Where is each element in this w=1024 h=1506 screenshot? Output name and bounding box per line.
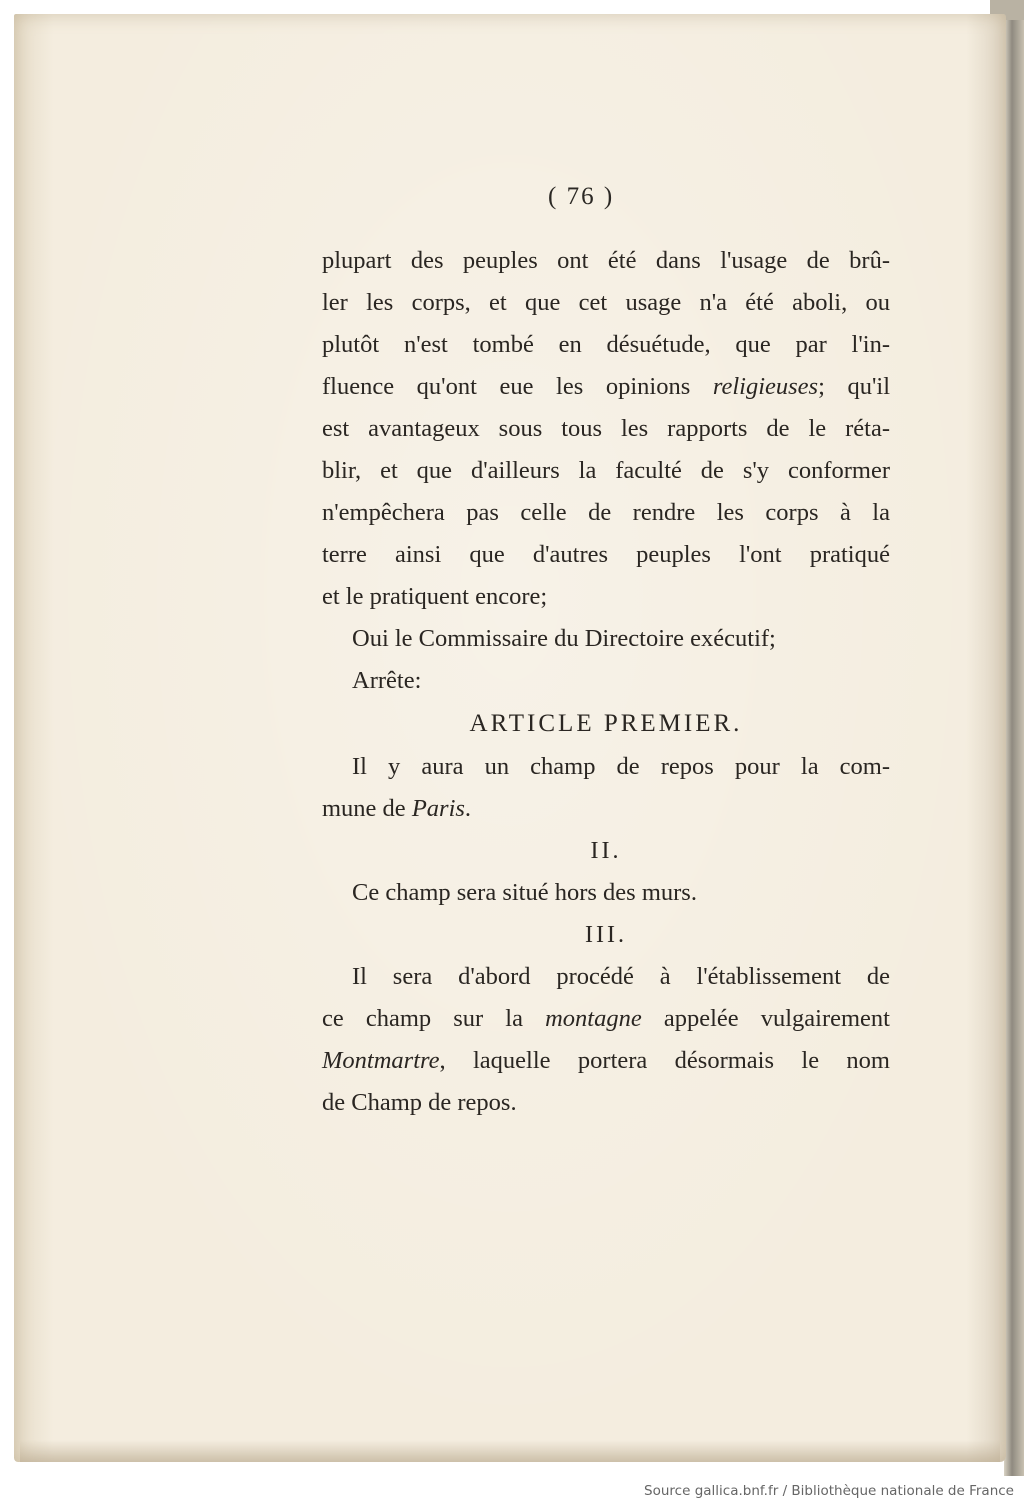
adjacent-page-edge <box>1004 0 1024 1476</box>
worn-page-bottom <box>20 1440 1000 1462</box>
text-fragment: ce champ sur la <box>322 1005 523 1032</box>
page-number: ( 76 ) <box>548 183 615 210</box>
italic-text: religieuses <box>712 373 819 400</box>
text-line <box>322 788 890 830</box>
text-fragment: , laquelle portera désormais le nom <box>439 1047 890 1074</box>
article-numeral: II. <box>590 838 622 864</box>
text-line: ler les corps, et que cet usage n'a été aboli, ou <box>322 289 890 316</box>
text-line: est avantageux sous tous les rapports de le réta- <box>322 415 890 442</box>
text-line <box>322 366 890 408</box>
text-line: plutôt n'est tombé en désuétude, que par l'in- <box>322 331 890 358</box>
page-text <box>322 240 890 1124</box>
italic-text: Paris <box>411 795 465 822</box>
article-numeral: III. <box>585 922 627 948</box>
text-fragment: mune de <box>322 795 406 822</box>
text-fragment: . <box>464 795 472 822</box>
italic-text: Montmartre <box>322 1047 440 1074</box>
text-line: blir, et que d'ailleurs la faculté de s'y conformer <box>322 457 890 484</box>
text-line <box>322 1040 890 1082</box>
article-heading: ARTICLE PREMIER. <box>469 710 743 737</box>
text-fragment: appelée vulgairement <box>663 1005 890 1032</box>
text-line: Il sera d'abord procédé à l'établissement de <box>352 963 890 990</box>
italic-text: montagne <box>545 1005 642 1032</box>
text-line: plupart des peuples ont été dans l'usage de brû- <box>322 247 890 274</box>
text-line: n'empêchera pas celle de rendre les corps à la <box>322 499 890 526</box>
source-attribution: Source gallica.bnf.fr / Bibliothèque nationale de France <box>644 1483 1014 1499</box>
text-line: terre ainsi que d'autres peuples l'ont pratiqué <box>322 541 890 568</box>
text-line: de Champ de repos. <box>322 1089 517 1116</box>
text-line: Ce champ sera situé hors des murs. <box>352 879 697 906</box>
text-line: Arrête: <box>352 667 422 694</box>
text-line <box>322 998 890 1040</box>
text-line: et le pratiquent encore; <box>322 583 548 610</box>
text-fragment: ; qu'il <box>818 373 891 400</box>
text-line: Il y aura un champ de repos pour la com- <box>352 753 890 780</box>
text-fragment: fluence qu'ont eue les opinions <box>322 373 691 400</box>
text-line: Oui le Commissaire du Directoire exécutif; <box>352 625 776 652</box>
